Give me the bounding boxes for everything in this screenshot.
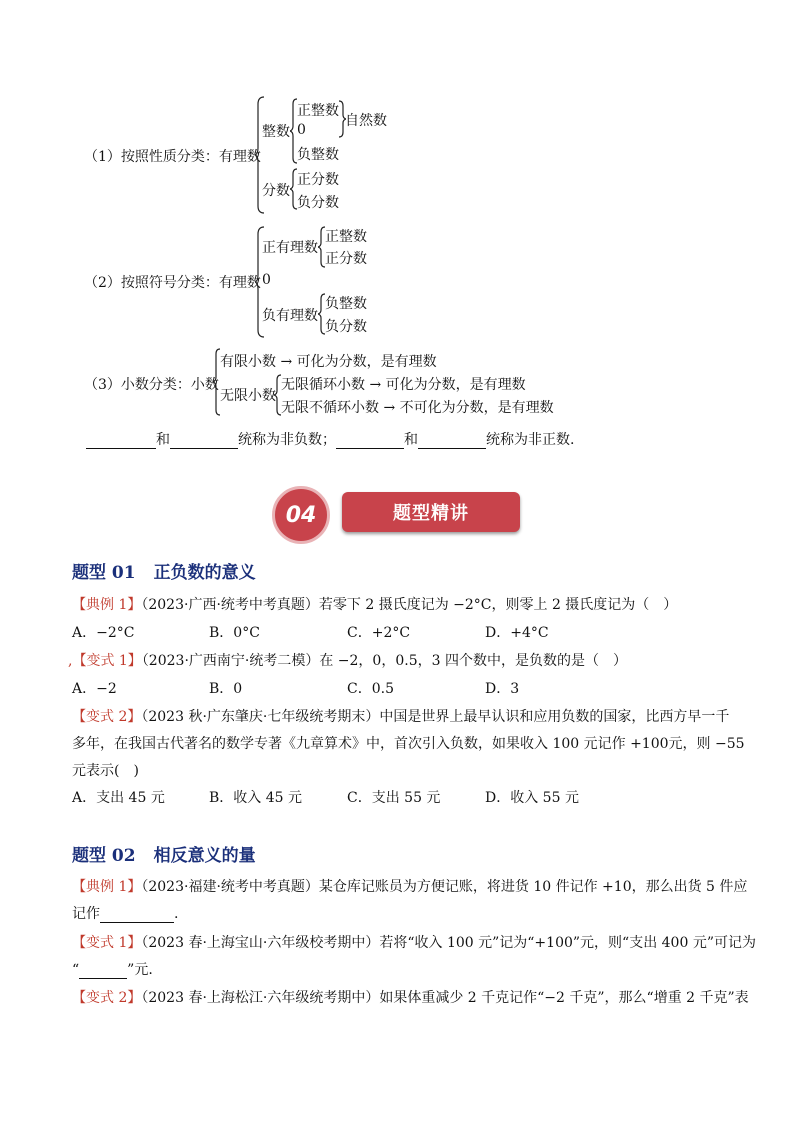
section-2-title	[72, 841, 256, 866]
and-1: 和	[156, 432, 170, 448]
s1-var2-option-a[interactable]: A．支出 45 元	[72, 790, 165, 806]
positive-integer-1: 正整数	[297, 103, 339, 119]
s1-var1-option-a[interactable]: A．−2	[72, 681, 117, 697]
s1-var1-option-b[interactable]: B．0	[209, 681, 243, 697]
positive-fraction-1: 正分数	[297, 172, 339, 188]
fill-text-1: 统称为非负数；	[238, 432, 336, 448]
s1-variant-1-tag: 【变式 1】	[72, 653, 142, 669]
fill-text-2: 统称为非正数.	[486, 432, 575, 448]
finite-decimal: 有限小数 → 可化为分数，是有理数	[220, 354, 437, 370]
infinite-decimal-label: 无限小数	[220, 388, 276, 404]
s2-example-1-line-2	[72, 903, 178, 923]
s1-ex1-option-d[interactable]: D．+4°C	[485, 625, 549, 641]
blank-2[interactable]	[170, 448, 238, 449]
s2-example-1-text-2a: 记作	[72, 906, 100, 922]
s2-example-1-tag: 【典例 1】	[72, 879, 142, 895]
s2-variant-2-text: （2023 春·上海松江·六年级统考期中）如果体重减少 2 千克记作“−2 千克”，那么“增重 2 千克”表	[141, 990, 749, 1006]
s1-variant-2-tag: 【变式 2】	[72, 709, 142, 725]
section-number-badge: 04	[272, 486, 330, 544]
s2-variant-1-line-2	[72, 959, 153, 979]
classification-2-label: （2）按照符号分类：有理数	[84, 275, 261, 291]
s1-var2-option-d[interactable]: D．收入 55 元	[485, 790, 579, 806]
s1-var2-option-b[interactable]: B．收入 45 元	[209, 790, 303, 806]
s2-variant-1-text: （2023 春·上海宝山·六年级校考期中）若将“收入 100 元”记为“+100”元，则“支出 400 元”可记为	[141, 935, 756, 951]
positive-fraction-2: 正分数	[325, 251, 367, 267]
negative-integer-1: 负整数	[297, 147, 339, 163]
blank-4[interactable]	[418, 448, 486, 449]
s1-variant-2-line-3: 元表示( )	[72, 763, 139, 779]
negative-integer-2: 负整数	[325, 296, 367, 312]
s2-example-1-text-2b: .	[174, 906, 179, 922]
s2-variant-1-blank[interactable]	[79, 978, 127, 979]
section-1-text: 正负数的意义	[153, 563, 256, 583]
section-1-title	[72, 558, 256, 583]
integer-label: 整数	[262, 124, 290, 140]
zero-1: 0	[297, 122, 306, 138]
and-2: 和	[404, 432, 418, 448]
s1-example-1-tag: 【典例 1】	[72, 597, 142, 613]
positive-rational-label: 正有理数	[262, 240, 318, 256]
section-2-text: 相反意义的量	[153, 846, 256, 866]
negative-rational-label: 负有理数	[262, 308, 318, 324]
nonrepeating-decimal: 无限不循环小数 → 不可化为分数，是有理数	[281, 400, 554, 416]
repeating-decimal: 无限循环小数 → 可化为分数，是有理数	[281, 377, 526, 393]
s1-variant-2-line-2: 多年，在我国古代著名的数学专著《九章算术》中，首次引入负数，如果收入 100 元记作 +100元，则 −55	[72, 736, 745, 752]
s2-example-1-blank[interactable]	[100, 922, 174, 923]
section-1-number: 题型 01	[72, 563, 136, 583]
s1-ex1-option-a[interactable]: A．−2°C	[72, 625, 135, 641]
s2-example-1-text: （2023·福建·统考中考真题）某仓库记账员为方便记账，将进货 10 件记作 +10，那么出货 5 件应	[141, 879, 748, 895]
blank-1[interactable]	[86, 448, 156, 449]
negative-fraction-2: 负分数	[325, 319, 367, 335]
s1-ex1-option-c[interactable]: C．+2°C	[347, 625, 411, 641]
section-banner: 题型精讲	[342, 492, 520, 532]
s1-variant-2-text-1: （2023 秋·广东肇庆·七年级统考期末）中国是世界上最早认识和应用负数的国家，比西方早一千	[141, 709, 730, 725]
s1-var1-option-c[interactable]: C．0.5	[347, 681, 394, 697]
s2-variant-1-text-2a: “	[72, 962, 80, 978]
s1-variant-1-text: （2023·广西南宁·统考二模）在 −2，0，0.5，3 四个数中，是负数的是（ ）	[141, 653, 627, 669]
fill-in-line	[86, 429, 574, 449]
s1-ex1-option-b[interactable]: B．0°C	[209, 625, 260, 641]
natural-number: 自然数	[345, 113, 387, 129]
zero-2: 0	[262, 272, 271, 288]
s1-variant-1	[68, 650, 627, 670]
s1-example-1-text: （2023·广西·统考中考真题）若零下 2 摄氏度记为 −2°C，则零上 2 摄氏度记为（ ）	[141, 597, 678, 613]
s1-variant-1-prefix: ,	[68, 653, 73, 669]
s1-var1-option-d[interactable]: D．3	[485, 681, 520, 697]
positive-integer-2: 正整数	[325, 229, 367, 245]
s2-variant-1-line-1	[72, 932, 756, 952]
section-2-number: 题型 02	[72, 846, 136, 866]
s1-var2-option-c[interactable]: C．支出 55 元	[347, 790, 441, 806]
s2-variant-1-tag: 【变式 1】	[72, 935, 142, 951]
classification-3-label: （3）小数分类：小数	[84, 377, 219, 393]
s2-variant-2-tag: 【变式 2】	[72, 990, 142, 1006]
fraction-label: 分数	[262, 183, 290, 199]
s2-example-1-line-1	[72, 876, 747, 896]
s1-variant-2-line-1	[72, 706, 729, 726]
s1-example-1	[72, 594, 677, 614]
negative-fraction-1: 负分数	[297, 195, 339, 211]
s2-variant-1-text-2b: ”元.	[127, 962, 153, 978]
classification-1-label: （1）按照性质分类：有理数	[84, 149, 261, 165]
s2-variant-2-line-1	[72, 987, 749, 1007]
blank-3[interactable]	[336, 448, 404, 449]
